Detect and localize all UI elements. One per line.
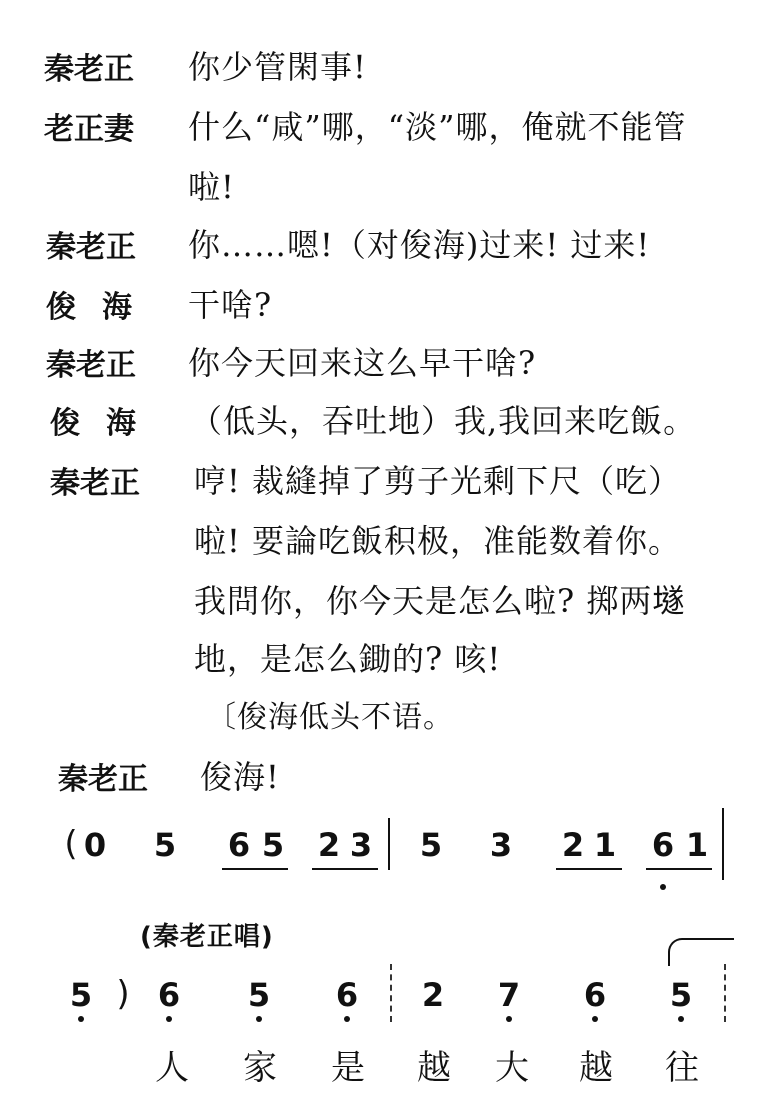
stage-direction: 〔俊海低头不语。 [206, 700, 454, 735]
note: 5 [247, 976, 271, 1014]
open-paren: ( [64, 824, 78, 864]
dialogue-line: 干啥? [188, 286, 273, 324]
note: 5 [153, 826, 177, 864]
eighth-underline [556, 868, 622, 870]
note: 3 [349, 826, 373, 864]
dialogue-line: （低头，吞吐地）我,我回来吃飯。 [190, 402, 697, 440]
dialogue-line: 什么“咸”哪，“淡”哪，俺就不能管 [188, 108, 687, 146]
note: 5 [69, 976, 93, 1014]
dialogue-line-continued: 啦! [188, 168, 235, 206]
low-octave-dot [678, 1016, 684, 1022]
low-octave-dot [660, 884, 666, 890]
note: 6 [227, 826, 251, 864]
note: 7 [497, 976, 521, 1014]
barline [388, 818, 390, 870]
note: 2 [421, 976, 445, 1014]
speaker-name: 秦老正 [58, 762, 148, 797]
barline [724, 964, 726, 1022]
dialogue-line: 你……嗯!（对俊海)过来! 过来! [188, 226, 651, 264]
low-octave-dot [256, 1016, 262, 1022]
speaker-name: 俊海 [50, 406, 162, 441]
singer-label: (秦老正唱) [140, 922, 274, 952]
eighth-underline [222, 868, 288, 870]
dialogue-line: 你少管閑事! [188, 48, 367, 86]
note: 6 [335, 976, 359, 1014]
lyric: 家 [243, 1048, 277, 1088]
dialogue-line: 俊海! [200, 758, 280, 796]
barline [722, 808, 724, 880]
lyric: 往 [665, 1048, 699, 1088]
note: 5 [419, 826, 443, 864]
lyric: 大 [495, 1048, 529, 1088]
speaker-name: 秦老正 [50, 466, 140, 501]
note: 5 [669, 976, 693, 1014]
low-octave-dot [78, 1016, 84, 1022]
lyric: 人 [155, 1048, 189, 1088]
dialogue-line: 你今天回来这么早干啥? [188, 344, 537, 382]
lyric: 越 [579, 1048, 613, 1088]
dialogue-line: 哼! 裁縫掉了剪子光剩下尺（吃） [194, 462, 682, 500]
lyric: 是 [331, 1048, 365, 1088]
note: 0 [83, 826, 107, 864]
speaker-name: 老正妻 [44, 112, 134, 147]
speaker-name: 俊海 [46, 290, 158, 325]
note: 2 [561, 826, 585, 864]
note: 6 [583, 976, 607, 1014]
low-octave-dot [344, 1016, 350, 1022]
dialogue-line-continued: 啦! 要論吃飯积极，准能数着你。 [194, 522, 682, 560]
barline [390, 964, 392, 1022]
dialogue-line-continued: 地，是怎么鋤的? 咳! [194, 640, 502, 678]
eighth-underline [646, 868, 712, 870]
note: 2 [317, 826, 341, 864]
low-octave-dot [506, 1016, 512, 1022]
speaker-name: 秦老正 [44, 52, 134, 87]
note: 6 [651, 826, 675, 864]
slur-tie [668, 938, 734, 966]
note: 3 [489, 826, 513, 864]
eighth-underline [312, 868, 378, 870]
note: 1 [593, 826, 617, 864]
speaker-name: 秦老正 [46, 348, 136, 383]
note: 5 [261, 826, 285, 864]
low-octave-dot [592, 1016, 598, 1022]
close-paren: ) [116, 974, 130, 1014]
lyric: 越 [417, 1048, 451, 1088]
speaker-name: 秦老正 [46, 230, 136, 265]
note: 1 [685, 826, 709, 864]
note: 6 [157, 976, 181, 1014]
low-octave-dot [166, 1016, 172, 1022]
dialogue-line-continued: 我問你，你今天是怎么啦? 掷两𡑞 [194, 582, 686, 620]
